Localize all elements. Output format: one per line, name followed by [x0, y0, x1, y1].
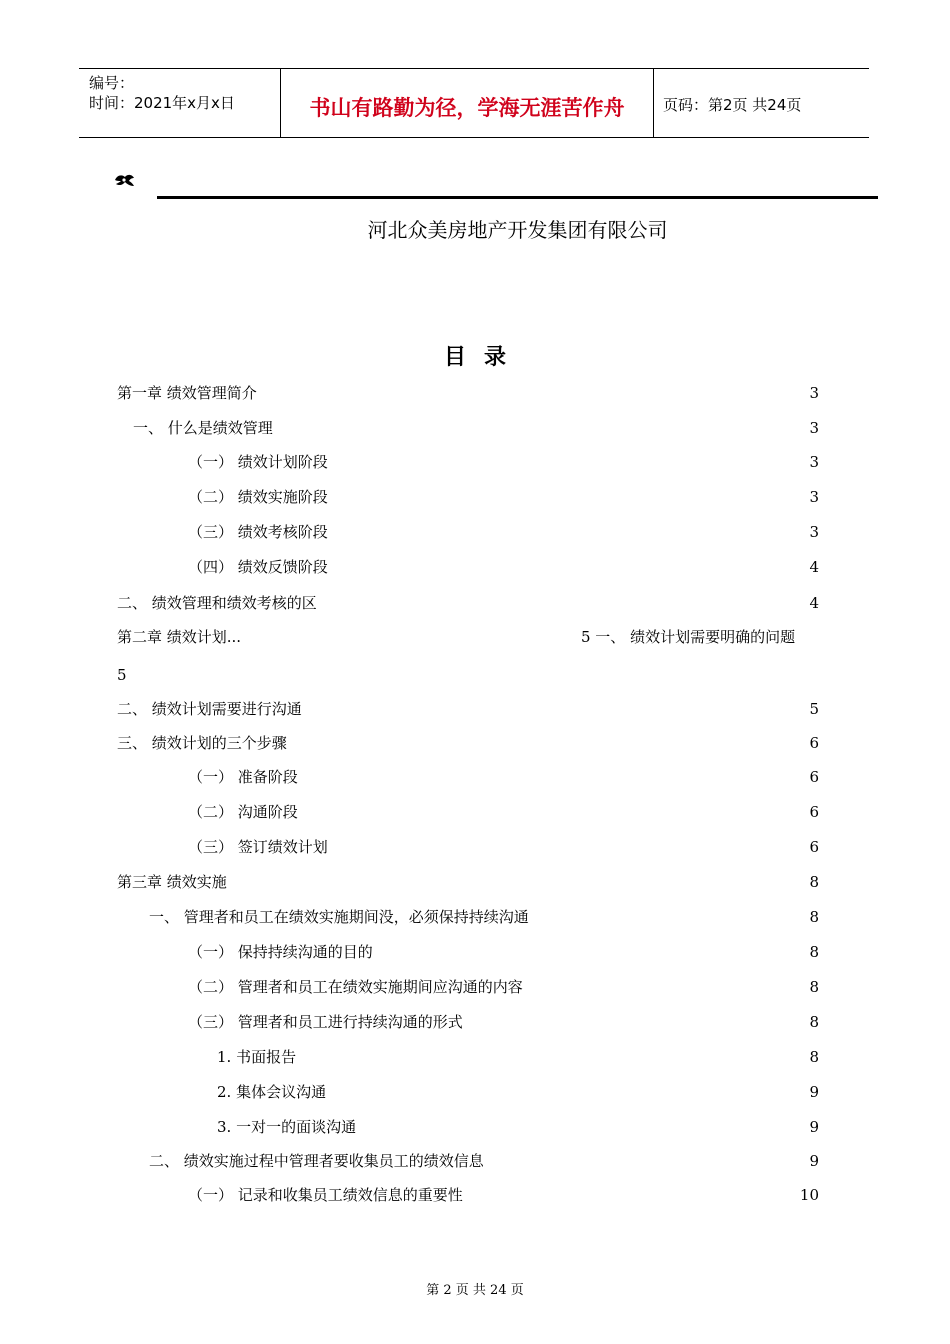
toc-page-number: 3 — [809, 523, 819, 541]
page-footer: 第 2 页 共 24 页 — [426, 1283, 524, 1298]
toc-entry: （一） 准备阶段 — [188, 768, 298, 786]
date-label: 时间：2021年x月x日 — [89, 94, 235, 112]
toc-page-number: 3 — [809, 488, 819, 506]
toc-page-number: 6 — [809, 768, 819, 786]
toc-page-number: 9 — [809, 1118, 819, 1136]
toc-entry: （二） 沟通阶段 — [188, 803, 298, 821]
toc-entry: （二） 管理者和员工在绩效实施期间应沟通的内容 — [188, 978, 523, 996]
toc-entry: （三） 绩效考核阶段 — [188, 523, 328, 541]
toc-page-number: 4 — [809, 558, 819, 576]
toc-entry: （一） 记录和收集员工绩效信息的重要性 — [188, 1186, 463, 1204]
toc-entry-wrapped: 5 一、 绩效计划需要明确的问题 — [581, 628, 796, 646]
toc-entry: （二） 绩效实施阶段 — [188, 488, 328, 506]
toc-entry: 二、 绩效管理和绩效考核的区 — [117, 594, 317, 612]
page-header-table — [79, 68, 869, 138]
page-count-label: 页码：第2页 共24页 — [663, 96, 802, 114]
toc-page-number: 6 — [809, 803, 819, 821]
toc-page-number: 6 — [809, 838, 819, 856]
company-logo-icon — [113, 172, 137, 192]
toc-entry: 第一章 绩效管理简介 — [117, 384, 257, 402]
toc-page-number: 3 — [809, 453, 819, 471]
toc-page-number: 8 — [809, 978, 819, 996]
toc-entry: （三） 管理者和员工进行持续沟通的形式 — [188, 1013, 463, 1031]
toc-page-number: 5 — [809, 700, 819, 718]
toc-page-number: 4 — [809, 594, 819, 612]
toc-entry: 2. 集体会议沟通 — [217, 1083, 327, 1101]
toc-entry: （一） 绩效计划阶段 — [188, 453, 328, 471]
toc-entry: 一、 管理者和员工在绩效实施期间没，必须保持持续沟通 — [149, 908, 529, 926]
toc-page-number: 6 — [809, 734, 819, 752]
toc-page-number: 3 — [809, 419, 819, 437]
toc-entry: （三） 签订绩效计划 — [188, 838, 328, 856]
header-motto: 书山有路勤为径，学海无涯苦作舟 — [309, 96, 625, 120]
toc-page-number: 9 — [809, 1152, 819, 1170]
toc-page-number: 8 — [809, 908, 819, 926]
toc-title: 目录 — [443, 345, 524, 370]
toc-entry: 三、 绩效计划的三个步骤 — [117, 734, 287, 752]
toc-entry: 二、 绩效计划需要进行沟通 — [117, 700, 302, 718]
document-number-label: 编号： — [89, 74, 135, 92]
toc-entry: 第二章 绩效计划... — [117, 628, 242, 646]
toc-page-number: 10 — [799, 1186, 819, 1204]
toc-entry: 一、 什么是绩效管理 — [133, 419, 273, 437]
header-motto-cell — [280, 69, 654, 137]
toc-entry: 二、 绩效实施过程中管理者要收集员工的绩效信息 — [149, 1152, 484, 1170]
toc-entry: （一） 保持持续沟通的目的 — [188, 943, 373, 961]
toc-entry: （四） 绩效反馈阶段 — [188, 558, 328, 576]
toc-page-number: 3 — [809, 384, 819, 402]
header-left-cell — [79, 69, 280, 137]
toc-page-number-wrapped: 5 — [117, 666, 127, 684]
toc-entry: 1. 书面报告 — [217, 1048, 297, 1066]
toc-page-number: 8 — [809, 943, 819, 961]
toc-entry: 第三章 绩效实施 — [117, 873, 227, 891]
toc-page-number: 8 — [809, 873, 819, 891]
toc-entry: 3. 一对一的面谈沟通 — [217, 1118, 357, 1136]
toc-page-number: 8 — [809, 1013, 819, 1031]
toc-page-number: 8 — [809, 1048, 819, 1066]
header-right-cell — [653, 69, 869, 137]
header-rule — [157, 196, 878, 199]
toc-page-number: 9 — [809, 1083, 819, 1101]
company-name: 河北众美房地产开发集团有限公司 — [367, 218, 668, 242]
